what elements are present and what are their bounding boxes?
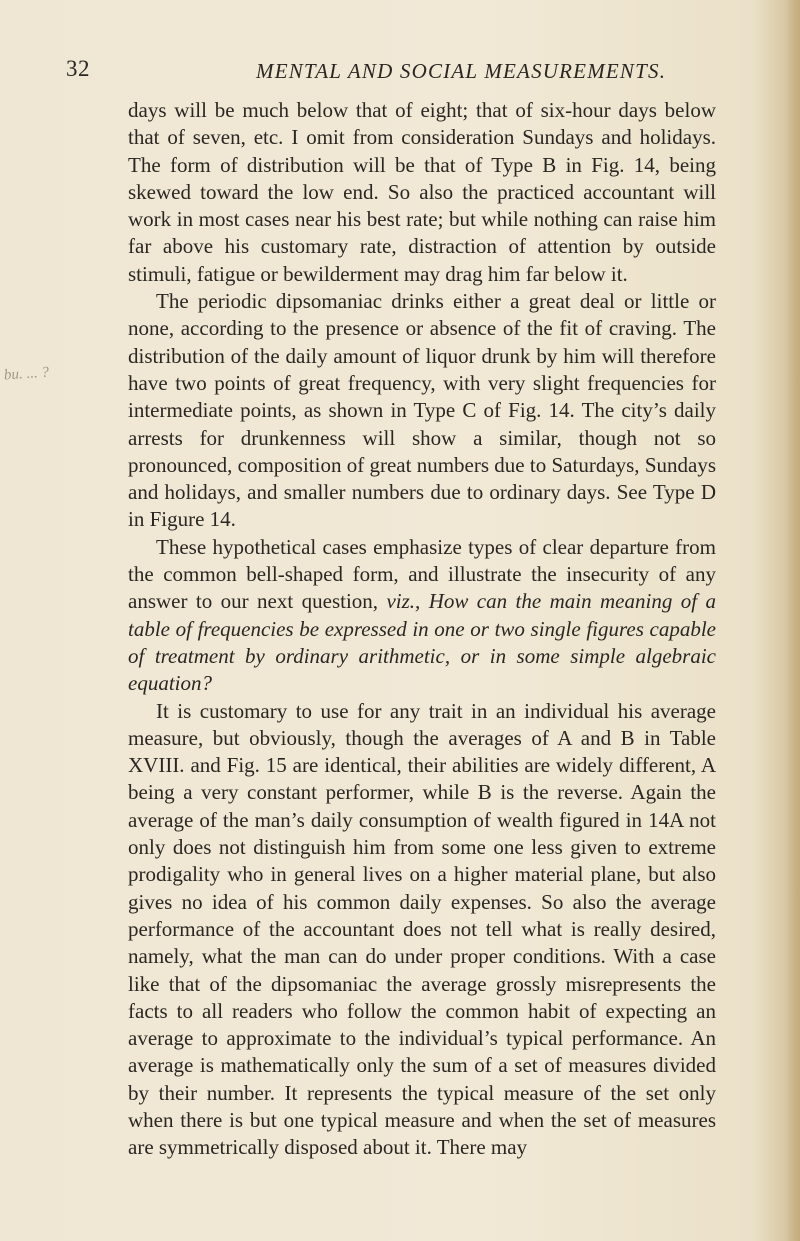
text-segment: The periodic dipsomaniac drinks either a great deal or little or none, according to the presence or absence of the fit of craving. The distribution of the daily amount of liquor drunk by him will therefore have two points of great frequency, with very slight frequencies for intermediate points, as shown in Type C of Fig. 14. The city’s daily arrests for drunkenness will show a similar, though not so pronounced, composition of great numbers due to Saturdays, Sundays and holidays, and smaller numbers due to ordinary days. See Type D in Figure 14. [128, 289, 716, 532]
paragraph [128, 698, 716, 1162]
paragraph [128, 97, 716, 288]
page-edge-shadow [786, 0, 800, 1241]
page-number: 32 [66, 56, 90, 81]
italic-text-segment: viz., How can the main meaning of a table of frequencies be expressed in one or two single figures capable of treatment by ordinary arithmetic, or in some simple algebraic equation? [128, 589, 716, 696]
text-segment: These hypothetical cases emphasize types of clear departure from the common bell-shaped form, and illustrate the insecurity of any answer to our next question, [128, 534, 716, 614]
text-segment: days will be much below that of eight; that of six-hour days below that of seven, etc. I omit from consideration Sundays and holidays. The form of distribution will be that of Type B in Fig. 14, being skewed toward the low end. So also the practiced accountant will work in most cases near his best rate; but while nothing can raise him far above his customary rate, distraction of attention by outside stimuli, fatigue or bewilderment may drag him far below it. [128, 98, 716, 286]
handwritten-margin-note: bu. ... ? [3, 364, 50, 384]
body-text [128, 97, 716, 1162]
paragraph [128, 288, 716, 534]
page-header [66, 56, 718, 86]
text-segment: It is customary to use for any trait in an individual his average measure, but obviously, though the averages of A and B in Table XVIII. and Fig. 15 are identical, their abilities are widely different, A being a very constant performer, while B is the reverse. Again the average of the man’s daily consumption of wealth figured in 14A not only does not distinguish him from some one less given to extreme prodigality who in general lives on a higher material plane, but also gives no idea of his common daily expenses. So also the average performance of the accountant does not tell what is really desired, namely, what the man can do under proper conditions. With a case like that of the dipsomaniac the average grossly misrepresents the facts to all readers who follow the common habit of expecting an average to approximate to the individual’s typical performance. An average is mathematically only the sum of a set of measures divided by their number. It represents the typical measure of the set only when there is but one typical measure and when the set of measures are symmetrically disposed about it. There may [128, 698, 716, 1160]
running-title: MENTAL AND SOCIAL MEASUREMENTS. [256, 59, 667, 83]
paragraph [128, 534, 716, 698]
